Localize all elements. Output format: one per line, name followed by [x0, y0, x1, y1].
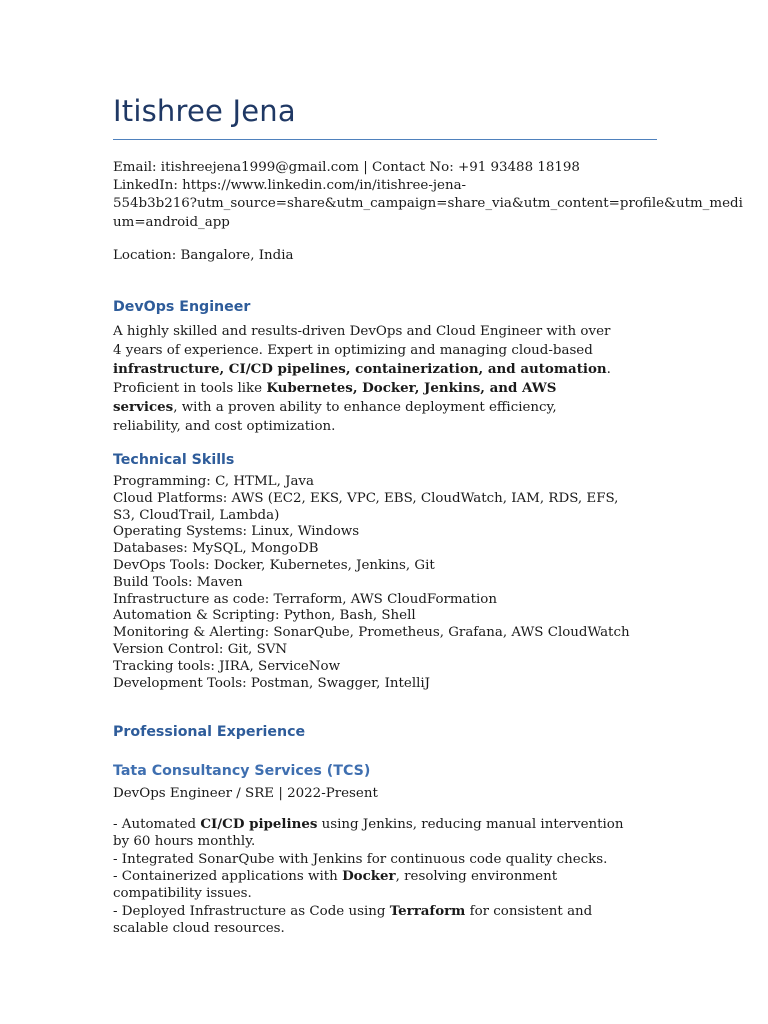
- bullet-text: , resolving environment compatibility issues.: [113, 869, 558, 902]
- skill-item: Operating Systems: Linux, Windows: [113, 524, 360, 540]
- summary-paragraph: [113, 322, 623, 436]
- skill-item: DevOps Tools: Docker, Kubernetes, Jenkins, Git: [113, 557, 435, 573]
- experience-bullet: [113, 868, 633, 903]
- bullet-text: - Containerized applications with: [113, 869, 343, 885]
- skills-heading: Technical Skills: [113, 452, 235, 468]
- skill-item: Cloud Platforms: AWS (EC2, EKS, VPC, EBS, CloudWatch, IAM, RDS, EFS, S3, CloudTrail, Lambda): [113, 490, 619, 523]
- candidate-name: Itishree Jena: [113, 94, 296, 128]
- skill-item: Build Tools: Maven: [113, 574, 243, 590]
- summary-text-1: A highly skilled and results-driven DevOps and Cloud Engineer with over 4 years of experience. Expert in optimizing and managing cloud-based: [113, 324, 611, 358]
- company-name: Tata Consultancy Services (TCS): [113, 763, 371, 779]
- experience-bullet: [113, 816, 633, 851]
- summary-bold-1: infrastructure, CI/CD pipelines, containerization, and automation: [113, 361, 607, 377]
- skill-item: Infrastructure as code: Terraform, AWS CloudFormation: [113, 591, 497, 607]
- experience-bullets: [113, 816, 633, 938]
- bullet-text: - Integrated SonarQube with Jenkins for continuous code quality checks.: [113, 851, 608, 867]
- experience-heading: Professional Experience: [113, 724, 306, 740]
- summary-heading: DevOps Engineer: [113, 299, 251, 315]
- contact-line: Email: itishreejena1999@gmail.com | Contact No: +91 93488 18198: [113, 160, 580, 175]
- summary-text-2: . Proficient in tools like: [113, 362, 611, 396]
- bullet-bold: Terraform: [389, 902, 466, 919]
- linkedin-line-1: LinkedIn: https://www.linkedin.com/in/itishree-jena-: [113, 178, 467, 193]
- skills-list: [113, 474, 633, 692]
- bullet-bold: Docker: [342, 868, 396, 885]
- summary-text-3: , with a proven ability to enhance deployment efficiency, reliability, and cost optimization.: [113, 400, 557, 434]
- bullet-text: using Jenkins, reducing manual intervention by 60 hours monthly.: [113, 817, 624, 849]
- bullet-text: - Automated: [113, 817, 201, 832]
- job-role-line: DevOps Engineer / SRE | 2022-Present: [113, 786, 378, 801]
- linkedin-line-3: um=android_app: [113, 215, 230, 230]
- skill-item: Databases: MySQL, MongoDB: [113, 541, 319, 557]
- skill-item: Programming: C, HTML, Java: [113, 474, 314, 489]
- skill-item: Version Control: Git, SVN: [113, 641, 288, 657]
- bullet-text: for consistent and scalable cloud resources.: [113, 903, 593, 936]
- skill-item: Development Tools: Postman, Swagger, IntelliJ: [113, 675, 431, 691]
- location-line: Location: Bangalore, India: [113, 248, 294, 263]
- experience-bullet: [113, 851, 633, 869]
- summary-bold-2: Kubernetes, Docker, Jenkins, and AWS services: [113, 380, 557, 415]
- header-divider: [113, 139, 657, 140]
- skill-item: Tracking tools: JIRA, ServiceNow: [113, 658, 341, 674]
- bullet-bold: CI/CD pipelines: [200, 816, 318, 832]
- skill-item: Automation & Scripting: Python, Bash, Shell: [113, 608, 416, 624]
- experience-bullet: [113, 903, 633, 938]
- skill-item: Monitoring & Alerting: SonarQube, Prometheus, Grafana, AWS CloudWatch: [113, 625, 630, 641]
- linkedin-line-2: 554b3b216?utm_source=share&utm_campaign=share_via&utm_content=profile&utm_medi: [113, 196, 743, 211]
- bullet-text: - Deployed Infrastructure as Code using: [113, 903, 390, 919]
